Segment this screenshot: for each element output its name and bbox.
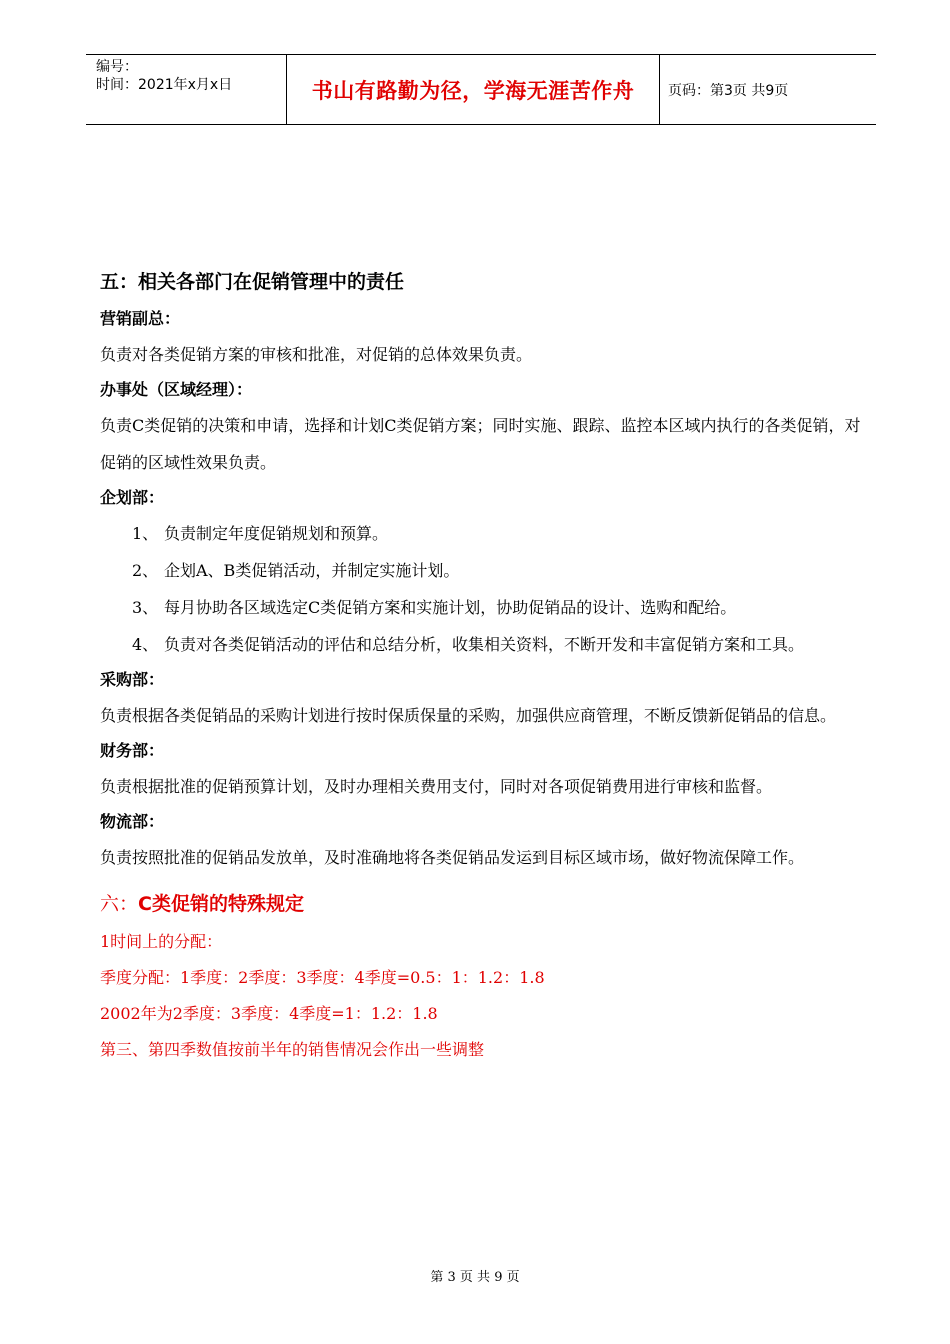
dept-heading: 物流部： — [100, 812, 165, 831]
list-text: 负责制定年度促销规划和预算。 — [164, 524, 389, 543]
dept-heading: 采购部： — [100, 670, 165, 689]
dept-heading: 企划部： — [100, 488, 165, 507]
list-text: 每月协助各区域选定C类促销方案和实施计划，协助促销品的设计、选购和配给。 — [164, 598, 737, 617]
list-item — [100, 515, 870, 552]
rule-line: 1时间上的分配： — [100, 932, 223, 951]
page-header — [86, 54, 876, 125]
dept-text: 负责根据批准的促销预算计划，及时办理相关费用支付，同时对各项促销费用进行审核和监督。 — [100, 777, 773, 796]
dept-text: 负责根据各类促销品的采购计划进行按时保质保量的采购，加强供应商管理，不断反馈新促销品的信息。 — [100, 706, 837, 725]
dept-text: 负责对各类促销方案的审核和批准，对促销的总体效果负责。 — [100, 345, 533, 364]
header-page-info: 页码：第3页 共9页 — [668, 82, 789, 99]
dept-text: 负责C类促销的决策和申请，选择和计划C类促销方案；同时实施、跟踪、监控本区域内执行的各类促销，对促销的区域性效果负责。 — [100, 416, 861, 472]
list-text: 负责对各类促销活动的评估和总结分析，收集相关资料，不断开发和丰富促销方案和工具。 — [164, 635, 805, 654]
list-number: 3、 — [132, 598, 159, 617]
list-number: 2、 — [132, 561, 159, 580]
rule-line: 2002年为2季度：3季度：4季度=1：1.2：1.8 — [100, 1004, 438, 1023]
special-rules-title — [100, 884, 870, 924]
list-item — [100, 626, 870, 663]
time-label: 时间：2021年x月x日 — [96, 77, 233, 93]
special-rules-main: C类促销的特殊规定 — [138, 893, 304, 915]
header-meta — [86, 55, 286, 124]
number-label: 编号： — [96, 59, 138, 75]
list-text: 企划A、B类促销活动，并制定实施计划。 — [164, 561, 460, 580]
list-number: 4、 — [132, 635, 159, 654]
list-item — [100, 552, 870, 589]
dept-heading: 财务部： — [100, 741, 165, 760]
dept-heading: 营销副总： — [100, 309, 181, 328]
dept-text: 负责按照批准的促销品发放单，及时准确地将各类促销品发运到目标区域市场，做好物流保障工作。 — [100, 848, 805, 867]
page-footer: 第 3 页 共 9 页 — [430, 1270, 520, 1285]
rule-line: 季度分配：1季度：2季度：3季度：4季度=0.5：1：1.2：1.8 — [100, 968, 545, 987]
header-motto: 书山有路勤为径，学海无涯苦作舟 — [286, 55, 660, 124]
rule-line: 第三、第四季数值按前半年的销售情况会作出一些调整 — [100, 1040, 485, 1059]
section-title: 五：相关各部门在促销管理中的责任 — [100, 271, 405, 293]
list-number: 1、 — [132, 524, 159, 543]
dept-heading: 办事处（区域经理）： — [100, 380, 253, 399]
list-item — [100, 589, 870, 626]
document-body — [100, 262, 870, 1068]
special-rules-prefix: 六： — [100, 893, 139, 915]
